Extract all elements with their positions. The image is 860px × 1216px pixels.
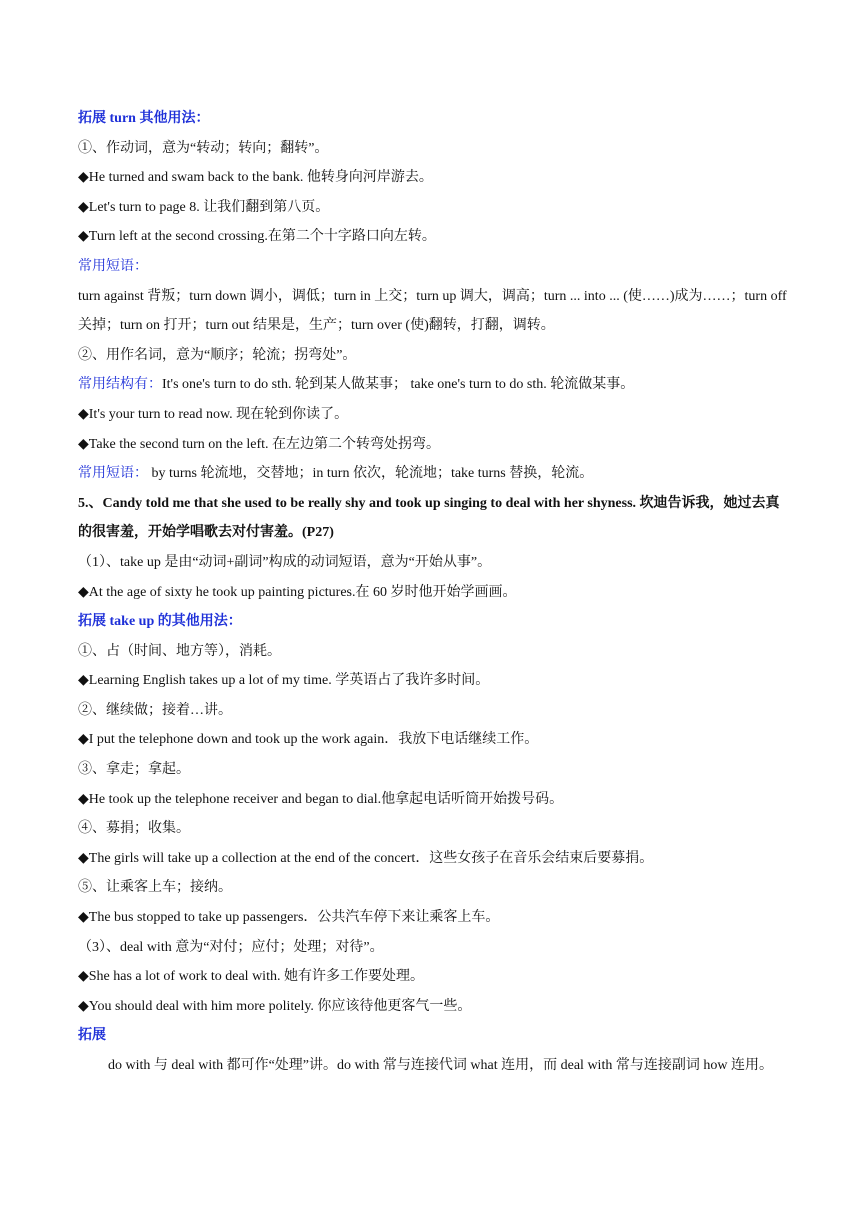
extension-paragraph: do with 与 deal with 都可作“处理”讲。do with 常与连接代词 what 连用，而 deal with 常与连接副词 how 连用。 — [108, 1058, 773, 1073]
text-line: ③、拿走；拿起。 — [78, 762, 190, 778]
example-sentence: ◆The bus stopped to take up passengers．公共汽车停下来让乘客上车。 — [78, 910, 500, 926]
phrases-line — [78, 459, 788, 489]
structure-label: 常用结构有： — [78, 377, 162, 393]
text-line: ⑤、让乘客上车；接纳。 — [78, 880, 232, 896]
heading-turn-other-uses: 拓展 turn 其他用法： — [78, 111, 210, 126]
example-sentence: ◆Take the second turn on the left. 在左边第二个转弯处拐弯。 — [78, 436, 441, 452]
example-sentence: ◆Learning English takes up a lot of my time. 学英语占了我许多时间。 — [78, 673, 490, 689]
example-sentence: ◆At the age of sixty he took up painting pictures.在 60 岁时他开始学画画。 — [78, 584, 517, 600]
text-line: （1）、take up 是由“动词+副词”构成的动词短语，意为“开始从事”。 — [78, 554, 492, 570]
phrases-paragraph: turn against 背叛；turn down 调小，调低；turn in 上交；turn up 调大，调高；turn ... into ... (使……)成为……；turn off 关掉；turn on 打开；turn out 结果是，生产；turn over (使)翻转，打翻，调转。 — [78, 288, 787, 334]
heading-extension: 拓展 — [78, 1028, 106, 1044]
example-sentence: ◆The girls will take up a collection at the end of the concert．这些女孩子在音乐会结束后要募捐。 — [78, 850, 654, 866]
example-sentence: ◆You should deal with him more politely. 你应该待他更客气一些。 — [78, 998, 472, 1014]
example-sentence: ◆It's your turn to read now. 现在轮到你读了。 — [78, 406, 349, 422]
example-sentence: ◆Let's turn to page 8. 让我们翻到第八页。 — [78, 199, 330, 215]
text-line: ②、用作名词，意为“顺序；轮流；拐弯处”。 — [78, 347, 357, 363]
heading-take-up-other-uses: 拓展 take up 的其他用法： — [78, 614, 242, 630]
document-page — [78, 104, 788, 1081]
phrases-label: 常用短语： — [78, 258, 148, 274]
structure-line — [78, 370, 788, 400]
example-sentence: ◆Turn left at the second crossing.在第二个十字路口向左转。 — [78, 229, 436, 245]
structure-text: It's one's turn to do sth. 轮到某人做某事； take one's turn to do sth. 轮流做某事。 — [162, 377, 635, 393]
text-line: ①、占（时间、地方等），消耗。 — [78, 643, 281, 659]
phrases-label: 常用短语： — [78, 466, 148, 482]
section-5-heading: 5.、Candy told me that she used to be really shy and took up singing to deal with her shyness. 坎迪告诉我，她过去真的很害羞，开始学唱歌去对付害羞。(P27) — [78, 495, 780, 541]
text-line: ②、继续做；接着…讲。 — [78, 702, 232, 718]
example-sentence: ◆I put the telephone down and took up the work again．我放下电话继续工作。 — [78, 732, 539, 748]
text-line: ④、募捐；收集。 — [78, 821, 190, 837]
text-line: （3）、deal with 意为“对付；应付；处理；对待”。 — [78, 939, 384, 955]
example-sentence: ◆He took up the telephone receiver and began to dial.他拿起电话听筒开始拨号码。 — [78, 791, 564, 807]
text-line: ①、作动词，意为“转动；转向；翻转”。 — [78, 140, 329, 156]
example-sentence: ◆She has a lot of work to deal with. 她有许多工作要处理。 — [78, 969, 424, 985]
example-sentence: ◆He turned and swam back to the bank. 他转身向河岸游去。 — [78, 170, 433, 186]
phrases-text: by turns 轮流地，交替地；in turn 依次，轮流地；take turns 替换，轮流。 — [148, 466, 594, 482]
